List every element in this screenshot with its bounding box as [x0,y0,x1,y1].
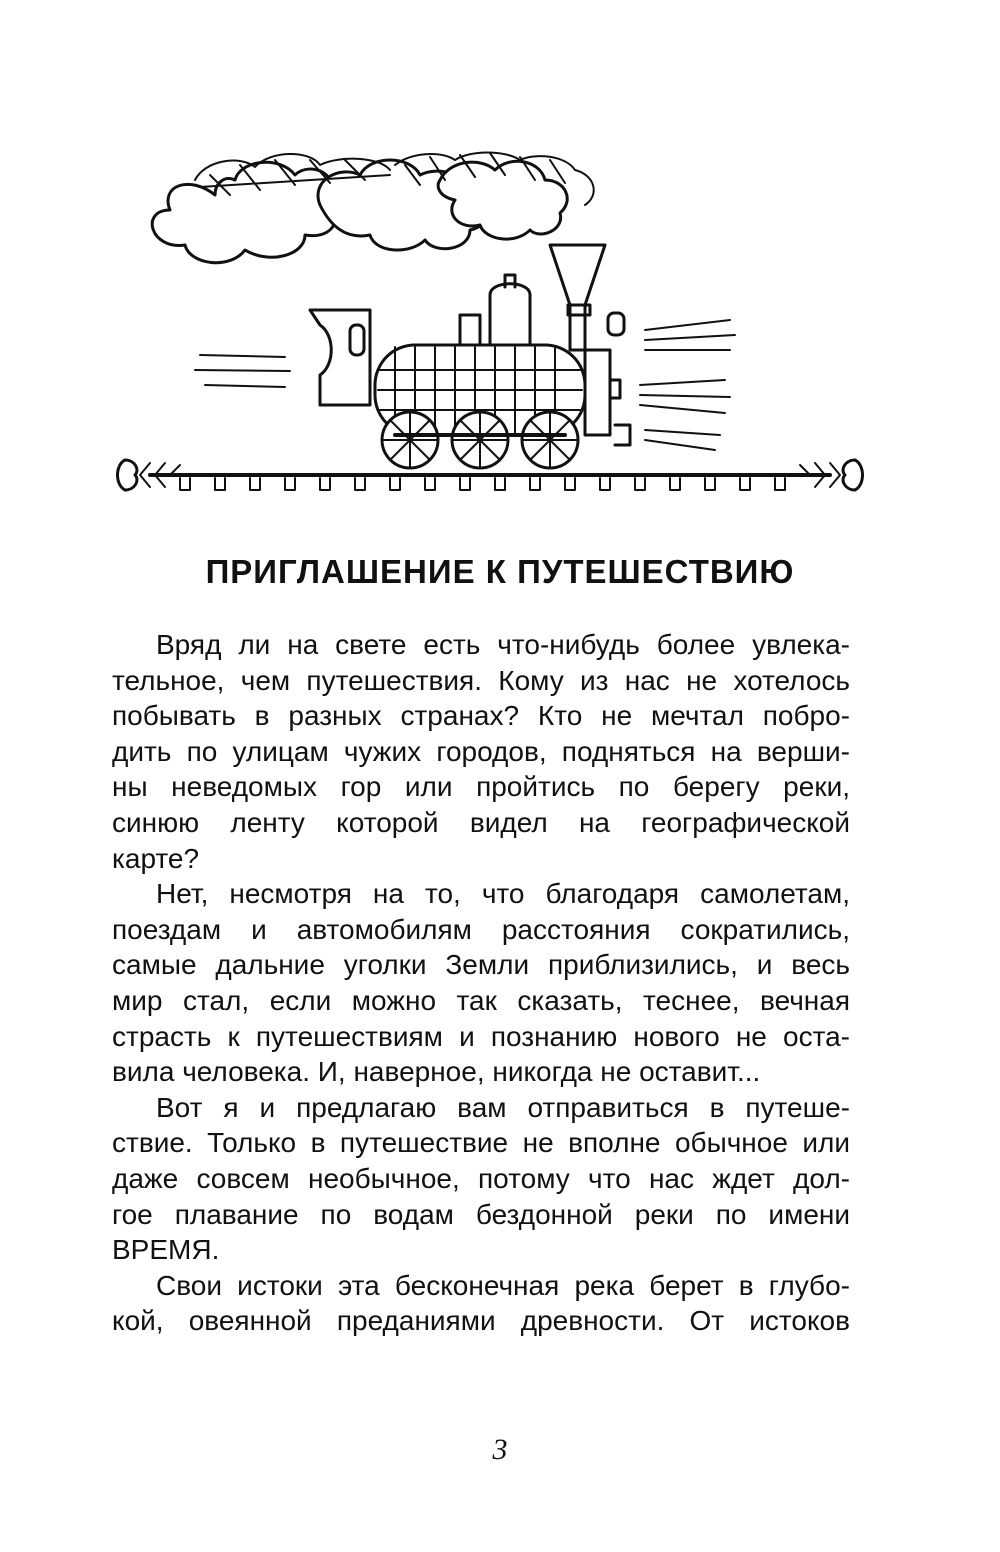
text-line: ВРЕМЯ. [112,1234,220,1266]
text-line: гое плавание по водам бездонной реки по имени [112,1198,850,1230]
text-line: самые дальние уголки Земли приблизились, и весь [112,949,850,981]
text-line: вила человека. И, наверное, никогда не оставит... [112,1056,761,1088]
text-line: Вряд ли на свете есть что-нибудь более увлека- [156,629,850,660]
locomotive-illustration [110,135,870,505]
text-line: побывать в разных странах? Кто не мечтал побро- [112,700,850,732]
text-line: Нет, несмотря на то, что благодаря самолетам, [156,878,850,910]
text-line: ны неведомых гор или пройтись по берегу реки, [112,771,850,803]
text-line: синюю ленту которой видел на географической [112,806,850,838]
text-line: Свои истоки эта бесконечная река берет в глубо- [156,1269,850,1301]
page-number: 3 [492,1433,508,1466]
text-line: поездам и автомобилям расстояния сократились, [112,913,850,945]
text-line: карте? [112,842,200,874]
text-line: ствие. Только в путешествие не вполне обычное или [112,1127,850,1159]
text-line: тельное, чем путешествия. Кому из нас не хотелось [112,664,850,696]
text-line: мир стал, если можно так сказать, теснее, вечная [112,984,850,1016]
text-line: дить по улицам чужих городов, подняться на верши- [112,735,850,767]
text-line: кой, овеянной преданиями древности. От истоков [112,1305,850,1337]
text-line: страсть к путешествиям и познанию нового не оста- [112,1020,850,1052]
text-line: даже совсем необычное, потому что нас ждет дол- [112,1162,850,1194]
text-line: Вот я и предлагаю вам отправиться в путеше- [156,1091,850,1123]
locomotive-icon [110,135,870,505]
chapter-title: ПРИГЛАШЕНИЕ К ПУТЕШЕСТВИЮ [205,553,795,590]
body-text [112,627,850,1339]
